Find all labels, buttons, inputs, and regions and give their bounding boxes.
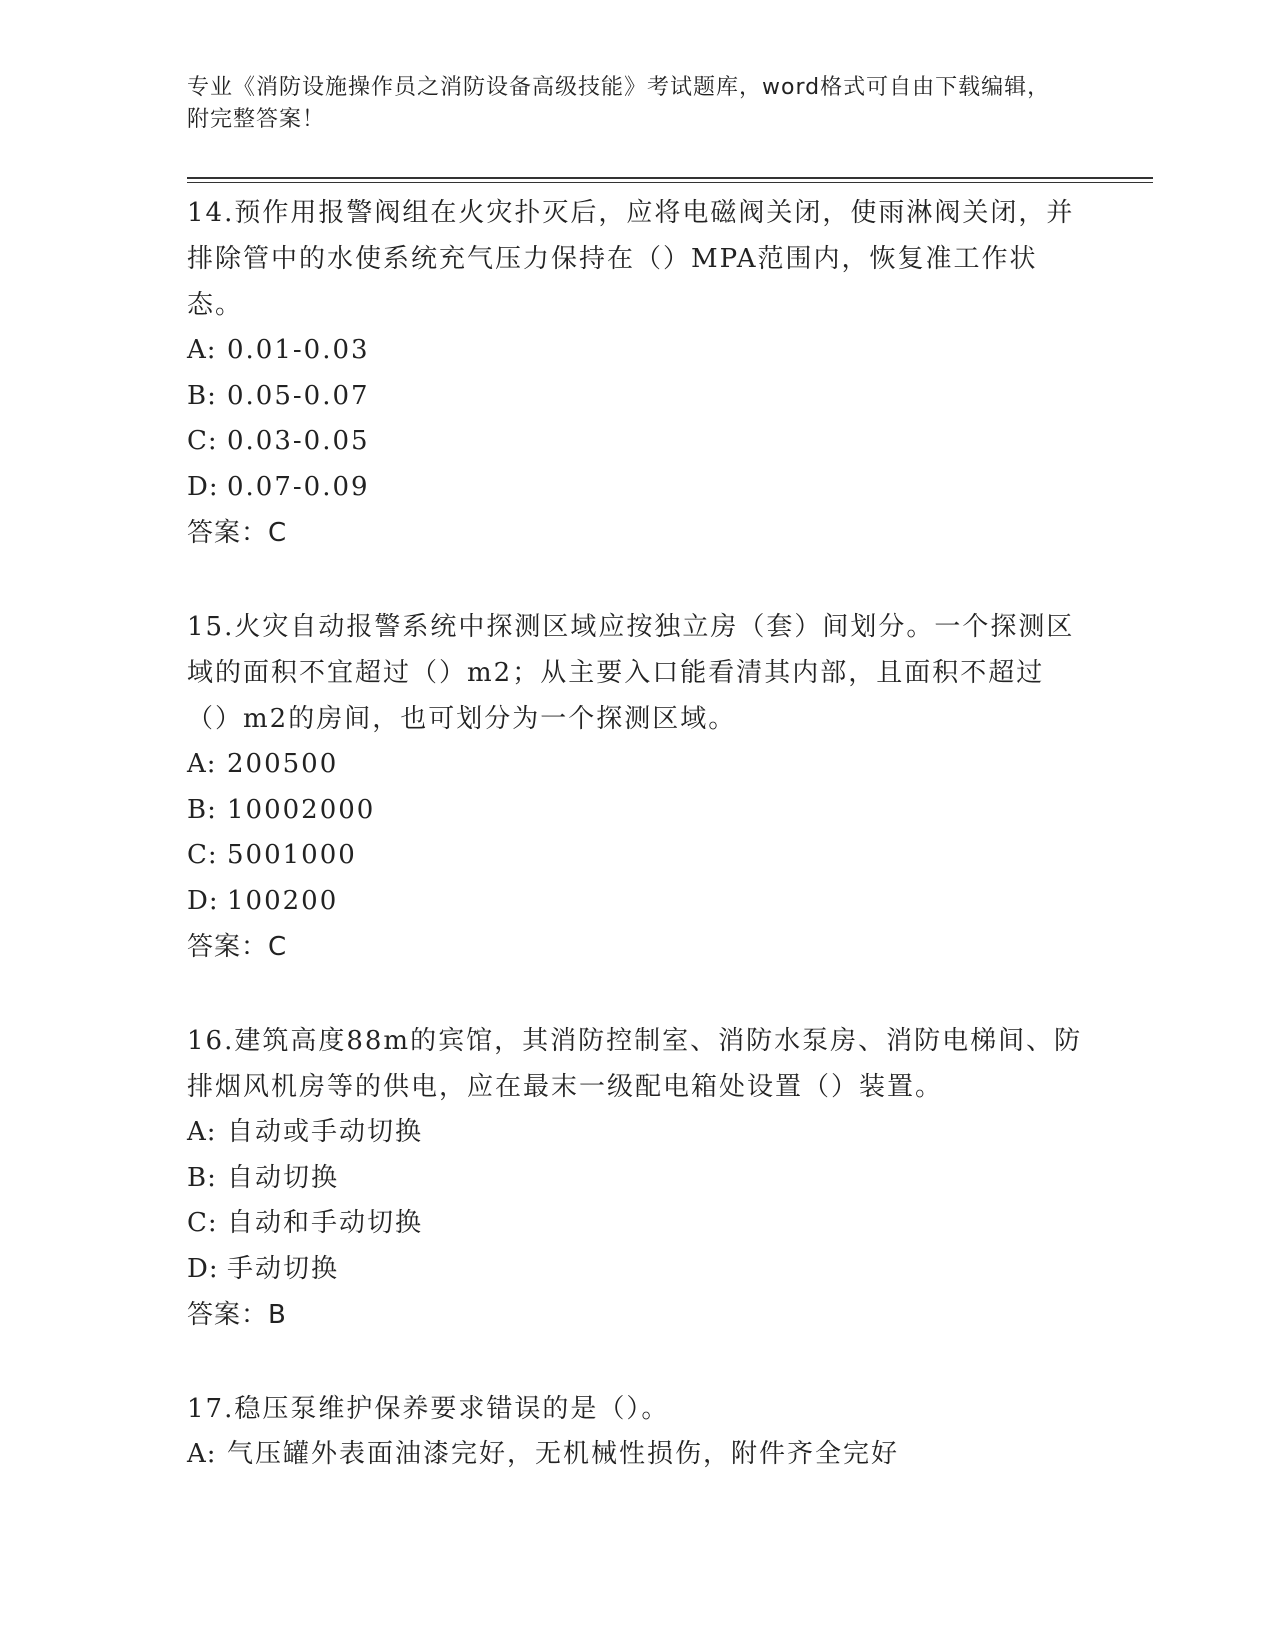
option-key: B: — [187, 794, 217, 825]
option-key: B: — [187, 1162, 217, 1193]
option-key: C: — [187, 840, 218, 870]
option-c — [187, 1201, 1087, 1247]
document-header: 专业《消防设施操作员之消防设备高级技能》考试题库，word格式可自由下载编辑，附完整答案！ — [187, 75, 1051, 132]
question-list — [187, 190, 1087, 1526]
question-stem: 16.建筑高度88m的宾馆，其消防控制室、消防水泵房、消防电梯间、防排烟风机房等的供电，应在最末一级配电箱处设置（）装置。 — [187, 1026, 1083, 1102]
answer-line: 答案：B — [187, 1300, 287, 1330]
option-text: 自动和手动切换 — [227, 1208, 424, 1238]
option-text: 200500 — [227, 749, 339, 779]
option-text: 100200 — [227, 885, 339, 916]
option-key: A: — [187, 335, 217, 365]
option-key: A: — [187, 749, 217, 779]
option-key: D: — [187, 1253, 219, 1284]
option-d — [187, 1247, 1087, 1293]
header-divider-thick — [187, 177, 1153, 179]
option-c — [187, 419, 1087, 465]
option-d — [187, 879, 1087, 925]
option-text: 0.01-0.03 — [227, 335, 370, 365]
question-14 — [187, 190, 1087, 556]
option-key: A: — [187, 1439, 217, 1469]
option-b — [187, 1156, 1087, 1202]
option-a — [187, 1432, 1087, 1478]
option-text: 0.05-0.07 — [227, 380, 370, 411]
option-key: C: — [187, 1208, 218, 1238]
option-b — [187, 788, 1087, 834]
option-key: C: — [187, 426, 218, 456]
question-16 — [187, 1018, 1087, 1338]
option-key: D: — [187, 885, 219, 916]
option-key: A: — [187, 1117, 217, 1147]
option-text: 手动切换 — [227, 1253, 340, 1284]
header-divider-thin — [187, 182, 1153, 183]
question-stem: 17.稳压泵维护保养要求错误的是（）。 — [187, 1394, 670, 1424]
option-text: 自动或手动切换 — [227, 1117, 424, 1147]
option-d — [187, 465, 1087, 511]
option-a — [187, 742, 1087, 788]
option-text: 0.07-0.09 — [227, 471, 370, 502]
answer-line: 答案：C — [187, 932, 288, 962]
option-key: D: — [187, 471, 219, 502]
option-a — [187, 1110, 1087, 1156]
question-15 — [187, 604, 1087, 970]
option-b — [187, 374, 1087, 420]
answer-line: 答案：C — [187, 518, 288, 548]
option-text: 0.03-0.05 — [227, 426, 370, 456]
option-a — [187, 328, 1087, 374]
option-text: 10002000 — [227, 794, 376, 825]
option-key: B: — [187, 380, 217, 411]
question-stem: 14.预作用报警阀组在火灾扑灭后，应将电磁阀关闭，使雨淋阀关闭，并排除管中的水使系统充气压力保持在（）MPA范围内，恢复准工作状态。 — [187, 198, 1075, 320]
question-17 — [187, 1386, 1087, 1478]
option-c — [187, 833, 1087, 879]
question-stem: 15.火灾自动报警系统中探测区域应按独立房（套）间划分。一个探测区域的面积不宜超过（）m2；从主要入口能看清其内部，且面积不超过（）m2的房间，也可划分为一个探测区域。 — [187, 612, 1075, 734]
option-text: 自动切换 — [227, 1162, 340, 1193]
option-text: 5001000 — [227, 840, 357, 870]
option-text: 气压罐外表面油漆完好，无机械性损伤，附件齐全完好 — [227, 1439, 900, 1469]
